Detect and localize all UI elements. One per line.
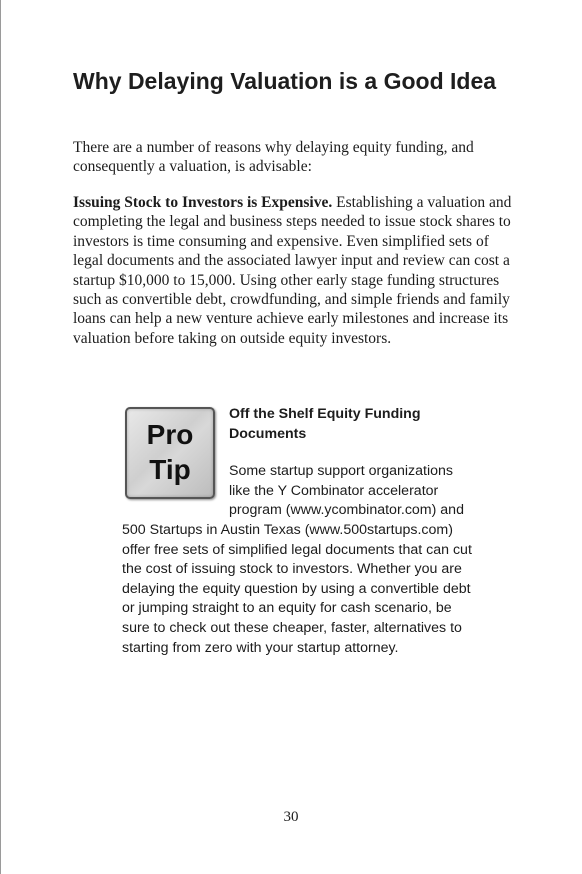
section-heading: Why Delaying Valuation is a Good Idea bbox=[73, 68, 497, 94]
pro-tip-icon bbox=[125, 407, 215, 499]
pro-tip-icon-line-2: Tip bbox=[149, 454, 191, 485]
paragraph-body: Establishing a valuation and completing the legal and business steps needed to issue stock shares to investors is time consuming and expensive. Even simplified sets of legal documents and the associated lawyer input and review can cost a startup $10,000 to 15,000. Using other early stage funding structures such as convertible debt, crowdfunding, and simple friends and family loans can help a new venture achieve early milestones and increase its valuation before taking on outside equity investors. bbox=[73, 194, 512, 347]
expense-paragraph bbox=[73, 193, 513, 348]
pro-tip-text: Some startup support organizations like the Y Combinator accelerator program (www.ycombinator.com) and 500 Startups in Austin Texas (www.500startups.com) offer free sets of simplified legal documents that can cut the cost of issuing stock to investors. Whether you are delaying the equity question by using a convertible debt or jumping straight to an equity for cash scenario, be sure to check out these cheaper, faster, alternatives to starting from zero with your startup attorney. bbox=[122, 463, 472, 656]
pro-tip-box bbox=[122, 405, 472, 658]
paragraph-lead-in: Issuing Stock to Investors is Expensive. bbox=[73, 194, 333, 211]
page-edge-line bbox=[0, 0, 1, 874]
pro-tip-title: Off the Shelf Equity Funding Documents bbox=[229, 406, 421, 442]
page-number: 30 bbox=[283, 809, 299, 825]
intro-paragraph: There are a number of reasons why delaying equity funding, and consequently a valuation, is advisable: bbox=[73, 139, 474, 176]
pro-tip-icon-line-1: Pro bbox=[146, 419, 194, 450]
